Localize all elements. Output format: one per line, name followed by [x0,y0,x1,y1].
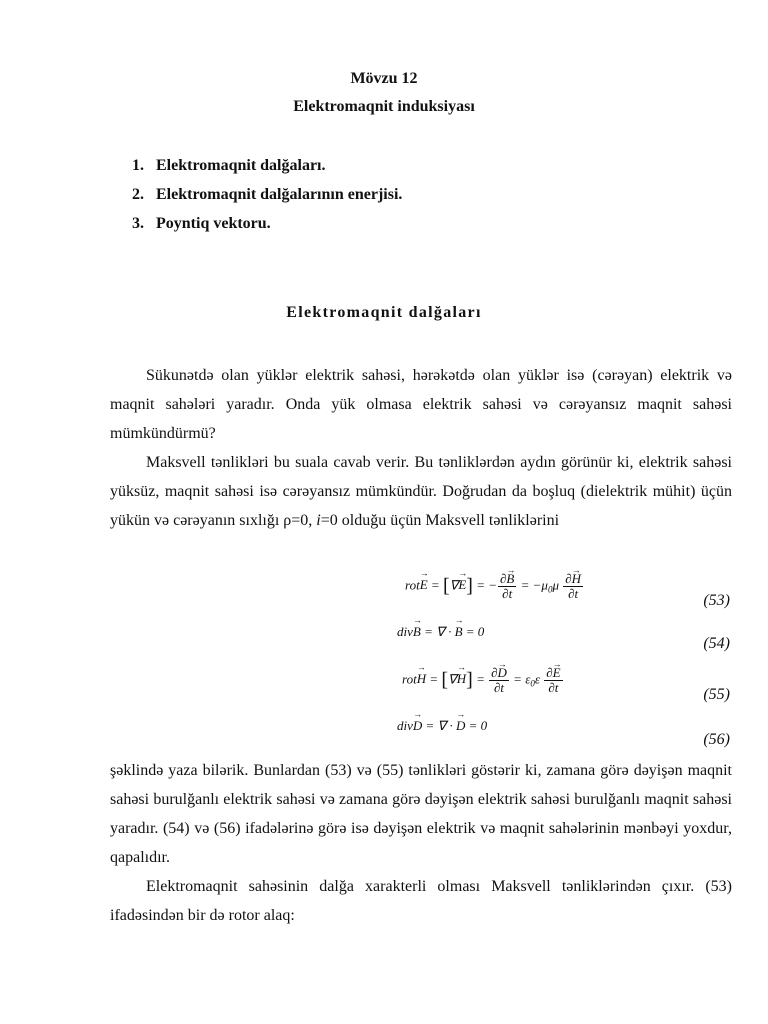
equation-56: div→ D = ∇ · → D = 0 [397,718,487,734]
page-title: Elektromaqnit induksiyası [293,98,475,115]
list-item [132,215,402,244]
equation-number: (54) [703,635,730,652]
equation-number: (55) [703,686,730,703]
section-title: Elektromaqnit dalğaları [286,304,482,321]
list-item [132,186,402,215]
paragraph-explanation: şəklində yaza bilərik. Bunlardan (53) və (55) tənlikləri göstərir ki, zamana görə dəyişən maqnit sahəsi burulğanlı elektrik sahəsi və zamana görə dəyişən elektrik sahəsi burulğanlı maqnit sahəsi yaradır. (54) və (56) ifadələrinə görə isə dəyişən elektrik və maqnit sahələrinin mənbəyi yoxdur, qapalıdır. [110,762,732,866]
paragraph-maxwell [110,448,732,535]
equation-53: rot→ E = [∇→ E] = − $\frac{\partial\to B}{\partial t}$ = $-\mu_0\mu$ $\frac{\partial\to H}{\partial t}$ [405,572,584,601]
topic-heading: Mövzu 12 [350,70,418,87]
paragraph-text: Maksvell tənlikləri bu suala cavab verir. Bu tənliklərdən aydın görünür ki, elektrik sahəsi yüksüz, maqnit sahəsi isə cərəyansız mümkündür. Doğrudan da boşluq (dielektrik mühit) üçün yükün və cərəyanın sıxlığı ρ=0, [110,454,732,529]
list-item-text: Elektromaqnit dalğalarının enerjisi. [156,186,403,203]
equation-54: div→ B = ∇ · → B = 0 [397,624,484,640]
equation-number: (56) [703,731,730,748]
list-item-text: Poyntiq vektoru. [156,215,271,232]
paragraph-intro: Sükunətdə olan yüklər elektrik sahəsi, hərəkətdə olan yüklər isə (cərəyan) elektrik və maqnit sahələri yaradır. Onda yük olmasa elektrik sahəsi və cərəyansız maqnit sahəsi mümkündürmü? [110,367,732,442]
topic-list [132,157,402,244]
list-item-number: 3. [132,215,144,232]
current-symbol: i [316,512,321,529]
equation-55: rot→ H = [∇→ H] = $\frac{\partial\to D}{\partial t}$ = $\varepsilon_0\varepsilon$ $\frac{\partial\to E}{\partial t}$ [402,666,564,695]
list-item-number: 1. [132,157,144,174]
paragraph-text: =0 olduğu üçün Maksvell tənliklərini [320,512,560,529]
list-item-text: Elektromaqnit dalğaları. [156,157,326,174]
paragraph-wave: Elektromaqnit sahəsinin dalğa xarakterli olması Maksvell tənliklərindən çıxır. (53) ifadəsindən bir də rotor alaq: [110,878,732,924]
equation-number: (53) [703,592,730,609]
list-item-number: 2. [132,186,144,203]
list-item [132,157,402,186]
